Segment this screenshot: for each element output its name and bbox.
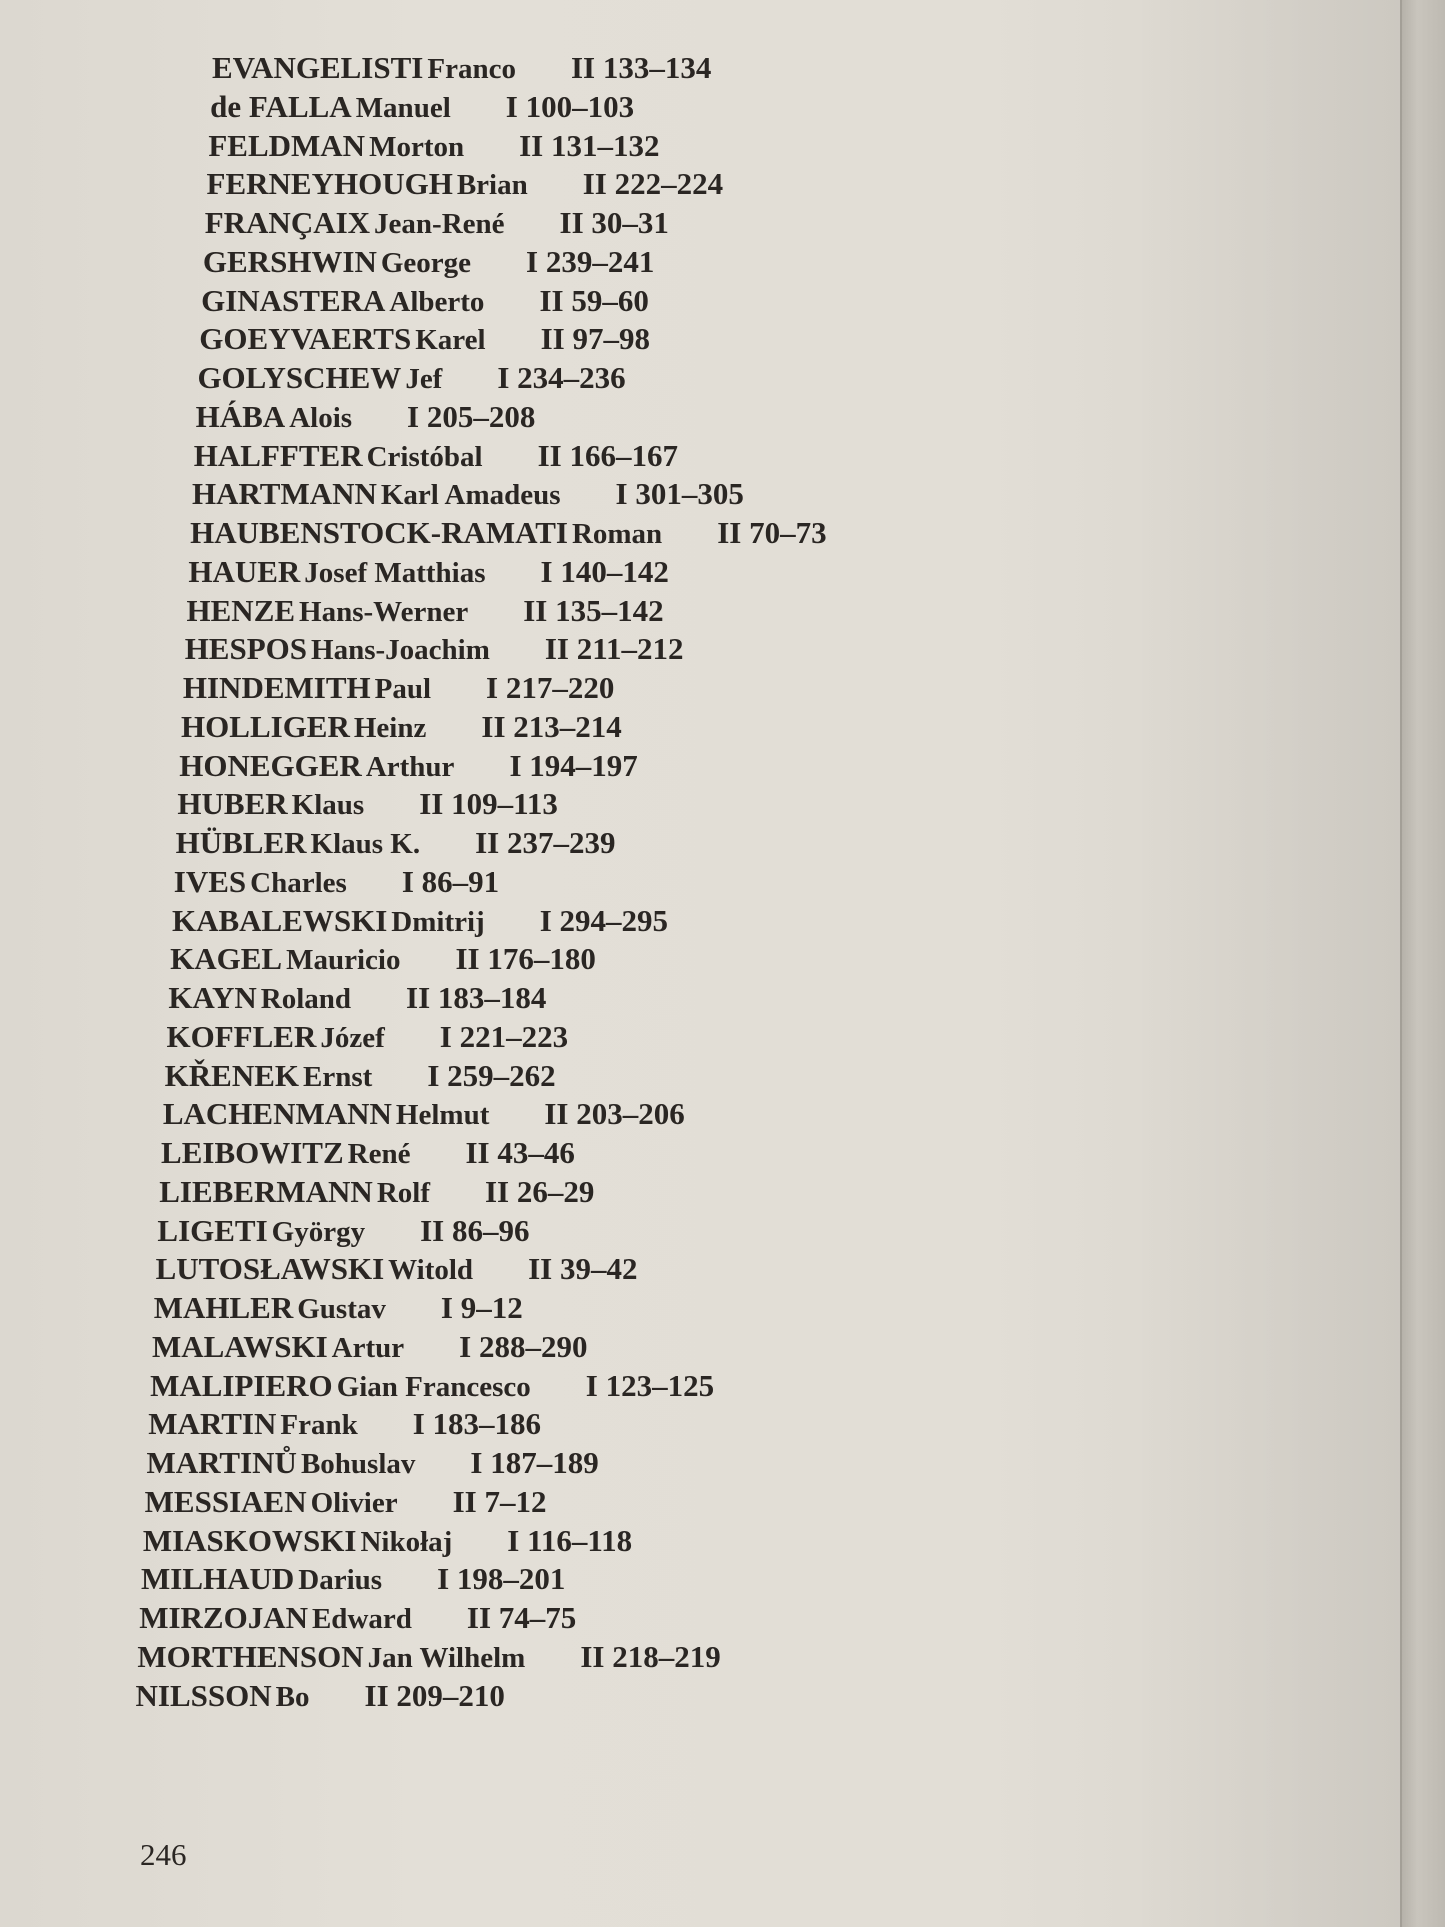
index-entry (201, 282, 649, 318)
index-entry (177, 788, 557, 820)
composer-surname: MARTINŮ (146, 1445, 297, 1480)
index-entry (146, 1447, 598, 1479)
volume-page-reference: I 239–241 (526, 243, 655, 279)
composer-surname: MARTIN (148, 1406, 277, 1442)
composer-given-name: Alberto (389, 285, 485, 318)
index-entry (144, 1483, 547, 1519)
index-entry (142, 1522, 633, 1558)
composer-surname: HALFFTER (193, 437, 363, 473)
composer-given-name: Manuel (355, 91, 451, 124)
volume-page-reference: II 109–113 (419, 786, 558, 822)
volume-page-reference: I 116–118 (507, 1522, 633, 1558)
index-entry (150, 1367, 715, 1403)
composer-surname: KABALEWSKI (171, 902, 388, 938)
index-entry (159, 1173, 595, 1209)
volume-page-reference: II 222–224 (582, 166, 724, 202)
index-entry (205, 207, 669, 239)
volume-page-reference: II 26–29 (484, 1173, 595, 1209)
index-entry (139, 1602, 576, 1634)
index-entry (161, 1137, 575, 1169)
composer-given-name: Rolf (376, 1176, 430, 1209)
volume-page-reference: II 70–73 (717, 515, 827, 550)
composer-surname: HESPOS (184, 631, 308, 667)
composer-surname: de FALLA (210, 88, 352, 124)
index-entry (186, 592, 664, 628)
volume-page-reference: I 9–12 (440, 1290, 523, 1325)
volume-page-reference: II 39–42 (528, 1251, 638, 1287)
composer-surname: MILHAUD (141, 1561, 295, 1597)
index-entry (156, 1253, 638, 1285)
index-entry (188, 553, 669, 589)
composer-given-name: Roman (571, 518, 663, 550)
composer-surname: MALAWSKI (151, 1328, 328, 1364)
volume-page-reference: II 131–132 (519, 127, 660, 163)
page-shading (1130, 0, 1400, 1927)
volume-page-reference: I 217–220 (486, 670, 615, 705)
composer-given-name: Ernst (303, 1060, 373, 1093)
composer-surname: HAUBENSTOCK-RAMATI (190, 515, 568, 550)
composer-given-name: Jean-René (374, 208, 505, 240)
index-entry (183, 672, 614, 704)
volume-page-reference: II 218–219 (580, 1638, 721, 1674)
composer-given-name: Josef Matthias (304, 556, 486, 589)
composer-given-name: Paul (374, 673, 432, 705)
index-entry (190, 517, 826, 549)
volume-page-reference: II 213–214 (481, 708, 622, 744)
index-entry (179, 747, 638, 783)
composer-surname: FRANÇAIX (204, 205, 371, 240)
composer-surname: HUBER (177, 786, 288, 822)
composer-surname: HINDEMITH (182, 670, 371, 705)
volume-page-reference: II 166–167 (537, 437, 678, 473)
composer-surname: FELDMAN (208, 127, 366, 163)
index-entry (148, 1408, 541, 1440)
composer-surname: KOFFLER (166, 1018, 317, 1054)
composer-given-name: Józef (320, 1021, 385, 1054)
composer-given-name: Jan Wilhelm (367, 1641, 526, 1674)
index-entry (168, 982, 546, 1014)
index-entry (171, 902, 669, 938)
composer-surname: GERSHWIN (202, 243, 377, 279)
volume-page-reference: II 237–239 (475, 825, 616, 860)
index-entry (173, 863, 500, 899)
index-entry (193, 437, 678, 473)
composer-surname: LIEBERMANN (159, 1173, 373, 1209)
index-entry (170, 943, 596, 975)
composer-surname: NILSSON (135, 1677, 272, 1713)
composer-given-name: Klaus K. (310, 828, 421, 860)
volume-page-reference: II 97–98 (540, 321, 650, 357)
composer-given-name: Heinz (353, 711, 427, 744)
composer-given-name: Artur (331, 1331, 405, 1364)
index-entry (154, 1292, 523, 1324)
composer-given-name: Nikołaj (360, 1525, 453, 1558)
volume-page-reference: II 183–184 (406, 980, 547, 1015)
volume-page-reference: I 100–103 (505, 88, 635, 124)
composer-given-name: Darius (298, 1564, 383, 1597)
composer-given-name: Cristóbal (366, 440, 483, 473)
composer-surname: GOEYVAERTS (199, 321, 412, 357)
composer-surname: HÜBLER (175, 825, 307, 860)
composer-surname: EVANGELISTI (212, 50, 424, 85)
volume-page-reference: I 301–305 (615, 476, 744, 512)
volume-page-reference: II 133–134 (570, 50, 712, 85)
index-entry (202, 243, 655, 279)
index-entry (166, 1018, 569, 1054)
index-entry (195, 398, 536, 434)
composer-surname: KŘENEK (164, 1057, 300, 1093)
composer-given-name: Witold (388, 1254, 474, 1287)
index-entry (210, 88, 635, 124)
volume-page-reference: II 135–142 (523, 592, 664, 628)
volume-page-reference: I 234–236 (497, 360, 626, 395)
composer-surname: FERNEYHOUGH (206, 166, 453, 202)
volume-page-reference: I 194–197 (509, 747, 638, 783)
volume-page-reference: II 176–180 (455, 941, 596, 977)
composer-surname: MESSIAEN (144, 1483, 307, 1519)
composer-surname: GINASTERA (201, 282, 386, 318)
volume-page-reference: I 187–189 (470, 1445, 599, 1480)
index-entry (137, 1638, 721, 1674)
composer-surname: IVES (173, 863, 247, 899)
volume-page-reference: I 123–125 (585, 1367, 715, 1403)
composer-given-name: Roland (260, 983, 352, 1015)
composer-surname: LEIBOWITZ (161, 1135, 344, 1170)
index-entry (141, 1563, 565, 1595)
composer-surname: LUTOSŁAWSKI (155, 1251, 385, 1287)
composer-given-name: George (380, 246, 472, 279)
volume-page-reference: I 259–262 (427, 1057, 556, 1093)
volume-page-reference: II 59–60 (539, 282, 649, 318)
volume-page-reference: II 86–96 (420, 1212, 530, 1248)
index-entry (157, 1212, 530, 1248)
volume-page-reference: II 203–206 (544, 1096, 685, 1132)
composer-given-name: Helmut (395, 1099, 490, 1132)
volume-page-reference: II 74–75 (466, 1600, 577, 1635)
index-entry (192, 478, 744, 510)
page-number: 246 (140, 1837, 187, 1872)
composer-given-name: Brian (456, 169, 528, 202)
composer-given-name: Hans-Werner (299, 595, 469, 628)
volume-page-reference: II 209–210 (364, 1677, 505, 1713)
composer-surname: MIRZOJAN (139, 1600, 308, 1635)
index-entry (181, 708, 622, 744)
volume-page-reference: I 198–201 (437, 1561, 566, 1597)
index-entry (151, 1328, 588, 1364)
composer-surname: MAHLER (153, 1290, 294, 1325)
composer-given-name: Franco (427, 53, 516, 85)
composer-surname: KAYN (168, 980, 257, 1015)
index-entry (207, 168, 724, 200)
composer-given-name: Edward (311, 1603, 412, 1635)
volume-page-reference: II 211–212 (544, 631, 684, 667)
composer-surname: LIGETI (157, 1212, 268, 1248)
composer-given-name: Karel (415, 324, 486, 357)
composer-surname: MORTHENSON (137, 1638, 364, 1674)
composer-given-name: Karl Amadeus (380, 479, 561, 512)
composer-surname: HARTMANN (191, 476, 377, 512)
composer-given-name: Arthur (365, 750, 455, 783)
index-entry (199, 323, 650, 355)
index-entry (176, 827, 616, 859)
composer-given-name: Gustav (297, 1293, 386, 1325)
composer-surname: HÁBA (195, 398, 286, 434)
composer-surname: HENZE (186, 592, 296, 628)
composer-given-name: Gian Francesco (336, 1370, 531, 1403)
composer-given-name: Olivier (310, 1486, 398, 1519)
composer-given-name: Frank (280, 1409, 358, 1442)
composer-given-name: Alois (289, 401, 353, 434)
composer-surname: MALIPIERO (150, 1367, 333, 1403)
composer-given-name: Dmitrij (391, 905, 485, 938)
composer-given-name: Bohuslav (300, 1448, 416, 1480)
volume-page-reference: I 205–208 (407, 398, 536, 434)
composer-given-name: Hans-Joachim (311, 634, 490, 667)
composer-surname: GOLYSCHEW (197, 360, 402, 395)
volume-page-reference: II 43–46 (465, 1135, 575, 1170)
composer-surname: HAUER (188, 553, 301, 589)
composer-given-name: René (347, 1138, 411, 1170)
volume-page-reference: I 140–142 (540, 553, 669, 589)
index-entry (163, 1098, 685, 1130)
index-entry (185, 633, 684, 665)
composer-given-name: Klaus (291, 789, 365, 822)
volume-page-reference: I 86–91 (401, 863, 500, 899)
volume-page-reference: I 288–290 (459, 1328, 588, 1364)
volume-page-reference: I 294–295 (539, 902, 669, 938)
index-entry (197, 362, 625, 394)
composer-given-name: Charles (250, 866, 347, 899)
composer-given-name: György (271, 1215, 366, 1248)
volume-page-reference: I 221–223 (439, 1018, 569, 1054)
volume-page-reference: I 183–186 (412, 1406, 542, 1442)
volume-page-reference: II 30–31 (559, 205, 669, 240)
index-entry (208, 127, 660, 163)
composer-given-name: Bo (275, 1680, 310, 1713)
composer-surname: HOLLIGER (181, 708, 350, 744)
index-entry (135, 1677, 505, 1713)
composer-surname: LACHENMANN (162, 1096, 392, 1132)
index-entry (164, 1057, 556, 1093)
page-edge (1400, 0, 1445, 1927)
composer-surname: MIASKOWSKI (142, 1522, 357, 1558)
composer-surname: KAGEL (170, 941, 283, 977)
composer-given-name: Jef (405, 363, 443, 395)
index-entry (212, 52, 711, 84)
volume-page-reference: II 7–12 (452, 1483, 547, 1519)
composer-given-name: Morton (369, 130, 465, 163)
composer-surname: HONEGGER (179, 747, 362, 783)
composer-given-name: Mauricio (286, 944, 401, 977)
